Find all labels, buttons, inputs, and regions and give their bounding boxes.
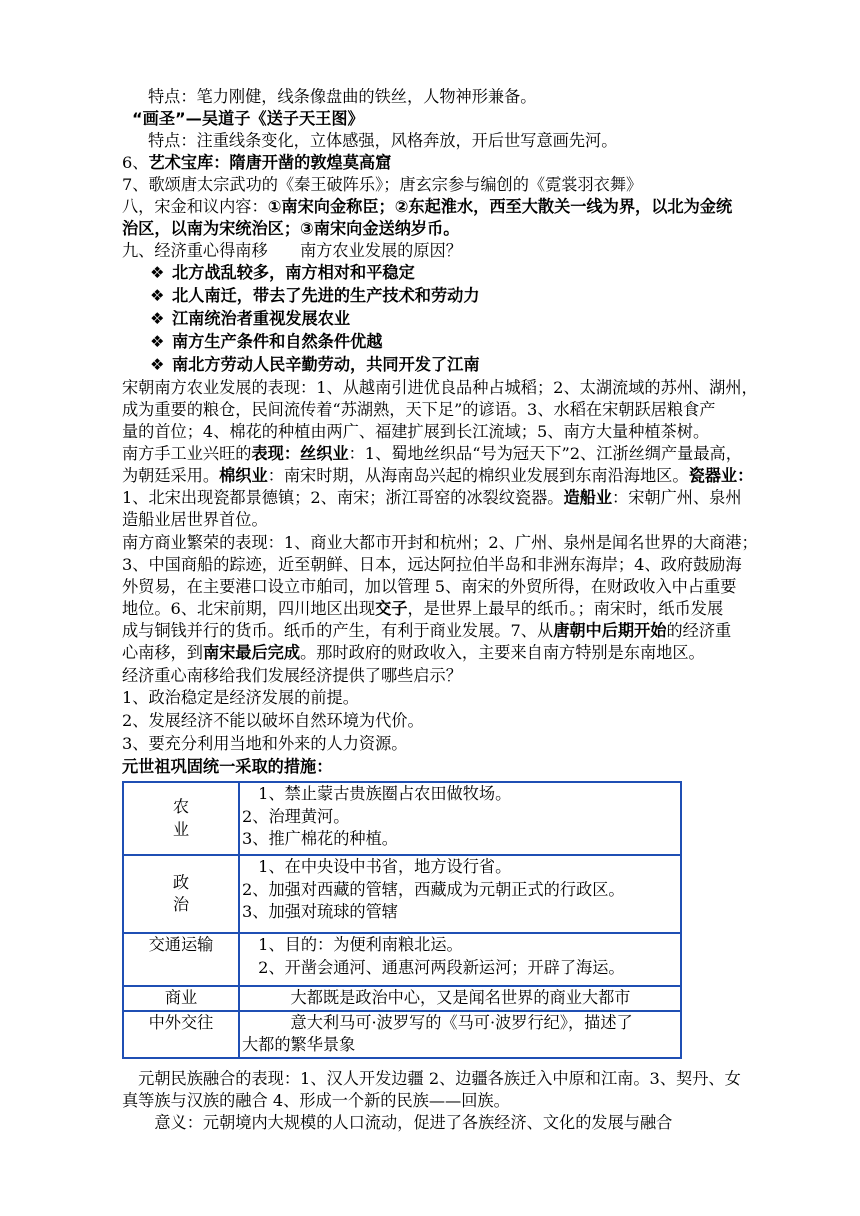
diamond-bullet-icon: ❖: [150, 309, 165, 328]
item-6-text: 艺术宝库：隋唐开凿的敦煌莫高窟: [148, 153, 392, 172]
cell-line: 3、推广棉花的种植。: [242, 829, 398, 848]
table-row: [123, 933, 681, 986]
reason-item: [150, 331, 382, 354]
row-content: [239, 1011, 681, 1058]
key-char: 治: [172, 895, 190, 914]
text-run: 成与铜钱并行的货币。纸币的产生，有利于商业发展。7、从: [122, 621, 554, 640]
meaning-line: 意义：元朝境内大规模的人口流动，促进了各族经济、文化的发展与融合: [122, 1113, 673, 1132]
treaty-line-1: [122, 196, 784, 219]
row-key: [123, 986, 239, 1011]
fusion-line: 真等族与汉族的融合 4、形成一个新的民族——回族。: [122, 1091, 510, 1110]
lesson-item: 3、要充分利用当地和外来的人力资源。: [122, 734, 408, 753]
text-run: 。那时政府的财政收入，主要来自南方特别是东南地区。: [300, 643, 705, 662]
key-text: 商业: [164, 988, 198, 1007]
yuan-table-title: 元世祖巩固统一采取的措施：: [122, 757, 333, 776]
text-run: ：南宋时期，从海南岛兴起的棉织业发展到东南沿海地区。: [267, 466, 689, 485]
text-run: ：宋朝广州、泉州: [612, 488, 742, 507]
row-content: [239, 855, 681, 933]
commerce-line: [122, 598, 784, 621]
treaty-content-1: ①南宋向金称臣；②东起淮水，西至大散关一线为界，以北为金统: [267, 197, 733, 216]
bold-run: 表现：丝织业: [251, 444, 349, 463]
cell-line: 1、在中央设中书省，地方设行省。: [242, 857, 512, 876]
commerce-line: 3、中国商船的踪迹，近至朝鲜、日本，远达阿拉伯半岛和非洲东海岸；4、政府鼓励海: [122, 555, 742, 574]
row-content: [239, 933, 681, 986]
section-9-heading: 九、经济重心得南移 南方农业发展的原因？: [122, 241, 462, 260]
row-content: [239, 782, 681, 855]
reason-item: [150, 308, 350, 331]
lessons-question: 经济重心南移给我们发展经济提供了哪些启示？: [122, 666, 462, 685]
reason-text: 南北方劳动人民辛勤劳动，共同开发了江南: [172, 355, 480, 374]
item-7: 7、歌颂唐太宗武功的《秦王破阵乐》；唐玄宗参与编创的《霓裳羽衣舞》: [122, 175, 643, 194]
text-run: 1、北宋出现瓷都景德镇；2、南宋；浙江哥窑的冰裂纹瓷器。: [122, 488, 564, 507]
text-run: 的经济重: [666, 621, 732, 640]
table-row: [123, 1011, 681, 1058]
bold-run: 造船业: [563, 488, 613, 507]
key-char: 业: [172, 819, 190, 839]
wu-feature-line: 特点：注重线条变化，立体感强，风格奔放，开后世写意画先河。: [148, 131, 618, 150]
reason-text: 江南统治者重视发展农业: [172, 309, 351, 328]
commerce-line: [122, 642, 784, 665]
wu-daozi-heading: “画圣”—吴道子《送子天王图》: [132, 109, 364, 128]
row-content: [239, 986, 681, 1011]
item-6-number: 6、: [122, 153, 149, 172]
lesson-item: 1、政治稳定是经济发展的前提。: [122, 688, 359, 707]
bold-run: 南宋最后完成: [202, 643, 301, 662]
text-run: 为朝廷采用。: [122, 466, 220, 485]
table-row: [123, 986, 681, 1011]
row-key: [123, 855, 239, 933]
fusion-line: 元朝民族融合的表现：1、汉人开发边疆 2、边疆各族迁入中原和江南。3、契丹、女: [122, 1069, 741, 1088]
gu-feature-line: 特点：笔力刚健，线条像盘曲的铁丝，人物神形兼备。: [148, 87, 537, 106]
diamond-bullet-icon: ❖: [150, 263, 165, 282]
cell-line: 2、加强对西藏的管辖，西藏成为元朝正式的行政区。: [242, 879, 625, 899]
reason-text: 北人南迁，带去了先进的生产技术和劳动力: [172, 286, 480, 305]
commerce-line: [122, 620, 784, 643]
reason-item: [150, 354, 480, 377]
reason-text: 南方生产条件和自然条件优越: [172, 332, 383, 351]
lesson-item: 2、发展经济不能以破坏自然环境为代价。: [122, 711, 424, 730]
text-run: 心南移，到: [122, 643, 203, 662]
cell-line: 2、治理黄河。: [242, 806, 350, 826]
cell-line: 意大利马可·波罗写的《马可·波罗行纪》，描述了: [242, 1012, 633, 1032]
text-run: ：1、蜀地丝织品“号为冠天下”2、江浙丝绸产量最高，: [348, 444, 742, 463]
item-6: [122, 152, 784, 175]
handicraft-line: [122, 487, 784, 510]
reason-item: [150, 285, 480, 308]
key-char: 政: [172, 872, 190, 892]
diamond-bullet-icon: ❖: [150, 286, 165, 305]
handicraft-line: 造船业居世界首位。: [122, 510, 268, 529]
cell-line: 大都既是政治中心，又是闻名世界的商业大都市: [242, 988, 631, 1007]
yuan-measures-table: [122, 781, 682, 1059]
bold-run: 瓷器业：: [688, 466, 754, 485]
key-char: 农: [172, 797, 190, 816]
text-run: ，是世界上最早的纸币。；南宋时，纸币发展: [407, 599, 724, 618]
reason-text: 北方战乱较多，南方相对和平稳定: [172, 263, 415, 282]
diamond-bullet-icon: ❖: [150, 355, 165, 374]
row-key: [123, 782, 239, 855]
treaty-prefix: 八，宋金和议内容：: [122, 197, 268, 216]
agri-line: 量的首位；4、棉花的种植由两广、福建扩展到长江流域；5、南方大量种植茶树。: [122, 422, 710, 441]
agri-line: 宋朝南方农业发展的表现：1、从越南引进优良品种占城稻；2、太湖流域的苏州、湖州，: [122, 378, 758, 397]
cell-line: 1、目的：为便利南粮北运。: [242, 935, 463, 954]
key-text: 中外交往: [148, 1012, 214, 1032]
cell-line: 2、开凿会通河、通惠河两段新运河；开辟了海运。: [242, 957, 625, 977]
agri-line: 成为重要的粮仓，民间流传着“苏湖熟，天下足”的谚语。3、水稻在宋朝跃居粮食产: [122, 400, 716, 419]
row-key: [123, 933, 239, 986]
text-run: 地位。6、北宋前期，四川地区出现: [122, 599, 376, 618]
table-row: [123, 782, 681, 855]
bold-run: 棉织业: [219, 466, 268, 485]
diamond-bullet-icon: ❖: [150, 332, 165, 351]
text-run: 南方手工业兴旺的: [122, 444, 252, 463]
treaty-line-2: 治区，以南为宋统治区；③南宋向金送纳岁币。: [122, 219, 460, 238]
handicraft-line: [122, 465, 784, 488]
bold-run: 唐朝中后期开始: [553, 621, 667, 640]
commerce-line: 南方商业繁荣的表现：1、商业大都市开封和杭州；2、广州、泉州是闻名世界的大商港；: [122, 533, 758, 552]
handicraft-line: [122, 443, 784, 466]
cell-line: 3、加强对琉球的管辖: [242, 902, 398, 921]
table-row: [123, 855, 681, 933]
bold-run: 交子: [375, 599, 408, 618]
reason-item: [150, 262, 415, 285]
cell-line: 1、禁止蒙古贵族圈占农田做牧场。: [242, 784, 512, 803]
cell-line: 大都的繁华景象: [242, 1035, 356, 1054]
commerce-line: 外贸易，在主要港口设立市舶司，加以管理 5、南宋的外贸所得，在财政收入中占重要: [122, 577, 737, 596]
row-key: [123, 1011, 239, 1058]
key-text: 交通运输: [148, 935, 214, 954]
